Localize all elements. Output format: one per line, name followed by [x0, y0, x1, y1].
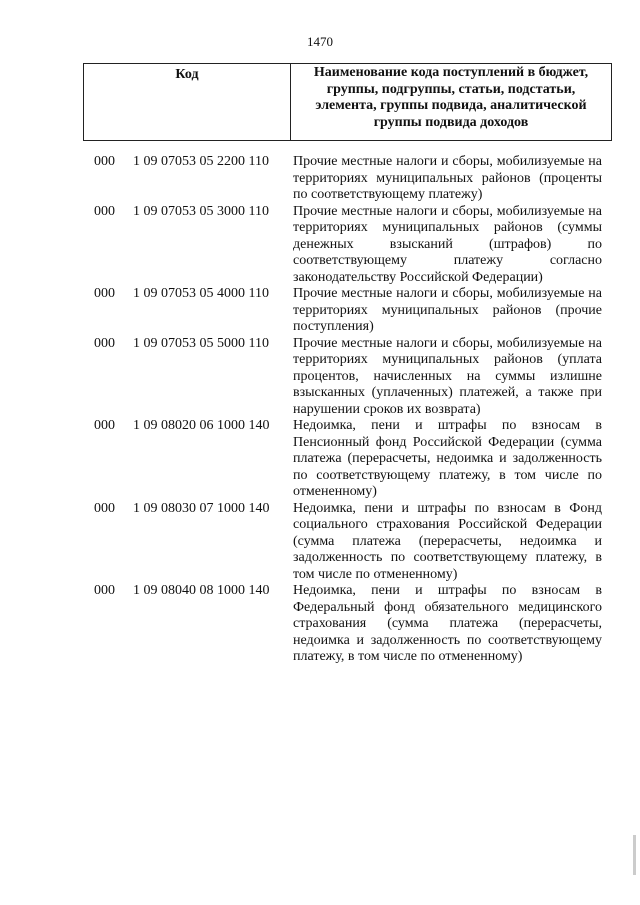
row-income-code: 1 09 08030 07 1000 140 — [133, 500, 270, 516]
row-admin-code: 000 — [94, 500, 115, 516]
row-admin-code: 000 — [94, 203, 115, 219]
row-description: Недоимка, пени и штрафы по взносам в Фонд социального страхования Российской Федерации (сумма платежа (перерасчеты, недоимка и задолженность по соответствующему платежу, в том числе по отмененному) — [293, 500, 602, 582]
row-income-code: 1 09 07053 05 2200 110 — [133, 154, 269, 169]
scan-edge-mark — [633, 835, 636, 875]
row-description: Прочие местные налоги и сборы, мобилизуемые на территориях муниципальных районов (проценты по соответствующему платежу) — [293, 154, 602, 202]
row-description: Прочие местные налоги и сборы, мобилизуемые на территориях муниципальных районов (прочие поступления) — [293, 286, 602, 334]
row-description: Недоимка, пени и штрафы по взносам в Федеральный фонд обязательного медицинского страхования (сумма платежа (перерасчеты, недоимка и задолженность по соответствующему платежу, в том числе по отмененному) — [293, 583, 602, 664]
row-income-code: 1 09 07053 05 3000 110 — [133, 203, 269, 219]
row-income-code: 1 09 08020 06 1000 140 — [133, 418, 270, 433]
table-row — [0, 583, 640, 666]
row-income-code: 1 09 07053 05 4000 110 — [133, 286, 269, 301]
table-row — [0, 286, 640, 336]
row-admin-code: 000 — [94, 286, 115, 301]
row-admin-code: 000 — [94, 583, 115, 598]
row-description: Прочие местные налоги и сборы, мобилизуемые на территориях муниципальных районов (суммы денежных взысканий (штрафов) по соответствующему платежу согласно законодательству Российской Федерации) — [293, 203, 602, 285]
table-header — [83, 63, 612, 141]
row-admin-code: 000 — [94, 418, 115, 433]
row-income-code: 1 09 07053 05 5000 110 — [133, 335, 269, 351]
table-body — [0, 154, 640, 666]
table-row — [0, 501, 640, 584]
table-row — [0, 336, 640, 419]
header-code-column: Код — [84, 64, 291, 140]
table-row — [0, 418, 640, 501]
table-row — [0, 154, 640, 204]
header-name-column: Наименование кода поступлений в бюджет, группы, подгруппы, статьи, подстатьи, элемента, группы подвида, аналитической группы подвида доходов — [313, 65, 589, 130]
page-number: 1470 — [307, 34, 333, 49]
row-income-code: 1 09 08040 08 1000 140 — [133, 583, 270, 598]
row-admin-code: 000 — [94, 335, 115, 351]
row-admin-code: 000 — [94, 154, 115, 169]
row-description: Прочие местные налоги и сборы, мобилизуемые на территориях муниципальных районов (уплата процентов, начисленных на суммы излишне взысканных (уплаченных) платежей, а также при нарушении сроков их возврата) — [293, 335, 602, 417]
table-row — [0, 204, 640, 287]
row-description: Недоимка, пени и штрафы по взносам в Пенсионный фонд Российской Федерации (сумма платежа (перерасчеты, недоимка и задолженность по соответствующему платежу, в том числе по отмененному) — [293, 418, 602, 499]
